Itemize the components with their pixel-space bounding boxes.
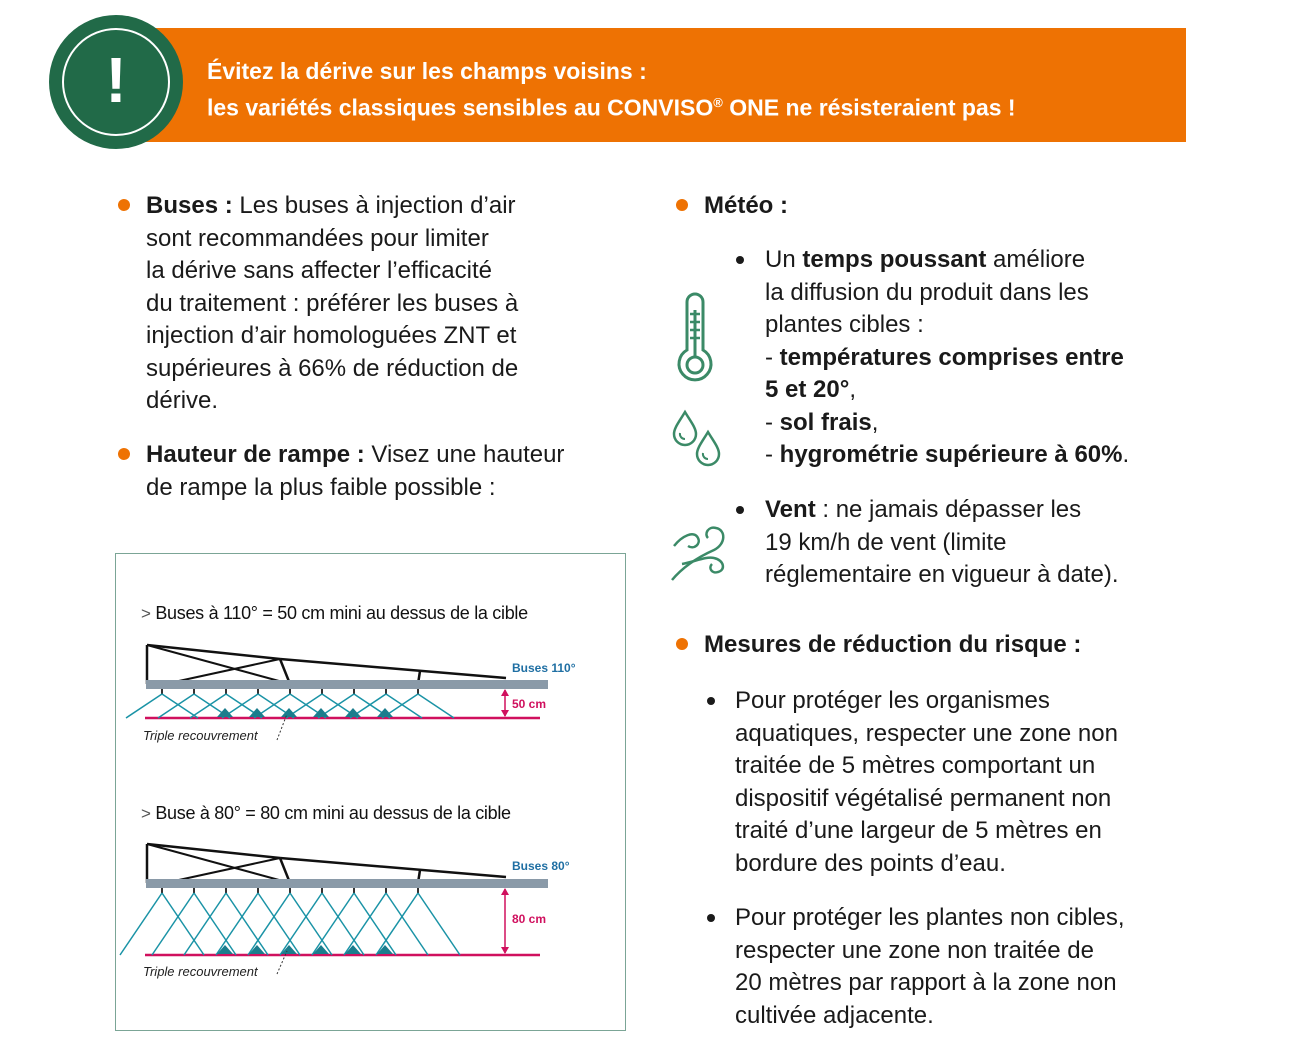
text-bold: 5 et 20° <box>765 376 850 403</box>
spray-line <box>226 893 268 955</box>
spray-line <box>158 694 194 718</box>
mesures-title <box>704 629 1081 662</box>
vent-line: réglementaire en vigueur à date). <box>765 561 1119 588</box>
triple-overlap-label: Triple recouvrement <box>143 728 258 743</box>
buses-line: sont recommandées pour limiter <box>146 224 489 252</box>
wind-icon <box>668 516 732 584</box>
boom-label-80: Buses 80° <box>512 859 570 873</box>
banner-line-2-end: ONE ne résisteraient pas ! <box>722 94 1016 121</box>
caption-arrow: > <box>141 604 151 623</box>
text-bold: sol frais <box>779 408 872 436</box>
spray-line <box>280 893 322 955</box>
mesures-line: 20 mètres par rapport à la zone non <box>735 969 1117 996</box>
truss-bar <box>280 858 506 877</box>
text-bold: températures comprises entre <box>779 343 1124 371</box>
mesures-line: bordure des points d’eau. <box>735 849 1006 877</box>
caption-text: Buses à 110° = 50 cm mini au dessus de la cible <box>150 603 528 623</box>
spray-line <box>386 694 422 718</box>
truss-bar <box>147 645 280 659</box>
temps-line: plantes cibles : <box>765 311 924 338</box>
boom-tube <box>146 879 548 888</box>
spray-line <box>418 694 454 718</box>
mesures-line: aquatiques, respecter une zone non <box>735 719 1118 747</box>
truss-bar <box>147 645 290 684</box>
boom-label-110: Buses 110° <box>512 661 576 675</box>
temps-line: la diffusion du produit dans les <box>765 278 1089 306</box>
hauteur-text: Visez une hauteur <box>364 441 565 468</box>
meteo-title <box>704 190 788 223</box>
spray-line <box>258 893 300 955</box>
boom-tube <box>146 680 548 689</box>
text-bold: temps poussant <box>802 246 987 273</box>
boom-80-drawing <box>120 844 548 974</box>
text-bold: Vent <box>765 496 816 523</box>
mesures-item-plants <box>735 902 1125 1032</box>
buses-line: dérive. <box>146 387 219 414</box>
spray-line <box>344 893 386 955</box>
buses-text: Les buses à injection d’air <box>232 192 516 219</box>
spray-line <box>194 893 236 955</box>
truss-bar <box>147 844 290 883</box>
text: Un <box>765 246 803 273</box>
triple-overlap-label: Triple recouvrement <box>143 964 258 979</box>
buses-line: du traitement : préférer les buses à <box>146 289 519 317</box>
buses-line: la dérive sans affecter l’efficacité <box>146 257 492 284</box>
spray-line <box>386 893 428 955</box>
arrow-head <box>501 888 509 895</box>
temps-line <box>765 244 1129 277</box>
temps-line <box>765 407 1129 440</box>
text: , <box>849 376 856 403</box>
spray-line <box>354 893 396 955</box>
registered-mark: ® <box>713 95 723 110</box>
truss-bar <box>147 844 280 858</box>
sub-bullet-dot <box>707 914 715 922</box>
caption-text: Buse à 80° = 80 cm mini au dessus de la cible <box>150 803 511 823</box>
height-label-50cm: 50 cm <box>512 697 547 711</box>
temps-line <box>765 342 1129 375</box>
mesures-line: traité d’une largeur de 5 mètres en <box>735 817 1102 844</box>
temps-line <box>765 439 1129 472</box>
text: améliore <box>986 246 1086 273</box>
temps-paragraph <box>765 244 1129 472</box>
text: - <box>765 408 780 436</box>
mesures-line: cultivée adjacente. <box>735 1001 934 1029</box>
exclamation-glyph: ! <box>105 44 127 116</box>
hauteur-line: de rampe la plus faible possible : <box>146 473 496 501</box>
water-drops-icon <box>666 408 726 472</box>
banner-line-2-start: les variétés classiques sensibles au CONVISO <box>207 94 714 121</box>
text: : ne jamais dépasser les <box>815 496 1082 523</box>
spray-line <box>162 694 198 718</box>
hauteur-title: Hauteur de rampe : <box>146 441 365 468</box>
boom-110-drawing <box>126 645 548 740</box>
spray-line <box>120 893 162 955</box>
vent-paragraph <box>765 494 1119 592</box>
temps-line <box>765 374 1129 407</box>
sub-bullet-dot <box>736 256 744 264</box>
caption-arrow: > <box>141 804 151 823</box>
text-bold: hygrométrie supérieure à 60% <box>779 441 1123 468</box>
vent-line <box>765 494 1119 527</box>
arrow-head <box>501 689 509 696</box>
text: , <box>871 408 879 436</box>
buses-line: injection d’air homologuées ZNT et <box>146 322 517 349</box>
spray-line <box>248 893 290 955</box>
spray-line <box>312 893 354 955</box>
arrow-head <box>501 947 509 954</box>
sub-bullet-dot <box>736 506 744 514</box>
spray-line <box>216 893 258 955</box>
thermometer-icon <box>668 292 722 392</box>
banner-line-1: Évitez la dérive sur les champs voisins : <box>207 58 647 84</box>
text: - <box>765 343 780 371</box>
spray-line <box>418 893 460 955</box>
vent-line: 19 km/h de vent (limite <box>765 528 1007 556</box>
spray-line <box>184 893 226 955</box>
spray-line <box>376 893 418 955</box>
mesures-line: dispositif végétalisé permanent non <box>735 784 1112 812</box>
spray-line <box>290 893 332 955</box>
mesures-line: Pour protéger les plantes non cibles, <box>735 904 1125 931</box>
meteo-title-text: Météo : <box>704 192 788 219</box>
height-label-80cm: 80 cm <box>512 912 547 926</box>
truss-bar <box>280 659 506 678</box>
buses-title: Buses : <box>146 192 233 219</box>
mesures-item-aquatic <box>735 685 1118 880</box>
spray-line <box>322 893 364 955</box>
mesures-line: traitée de 5 mètres comportant un <box>735 752 1096 779</box>
text: . <box>1122 441 1130 468</box>
mesures-line: Pour protéger les organismes <box>735 687 1050 714</box>
buses-line: supérieures à 66% de réduction de <box>146 354 519 382</box>
bullet-dot <box>676 199 688 211</box>
mesures-title-text: Mesures de réduction du risque : <box>704 631 1082 658</box>
mesures-line: respecter une zone non traitée de <box>735 936 1094 964</box>
arrow-head <box>501 710 509 717</box>
text: - <box>765 441 780 468</box>
spray-line <box>152 893 194 955</box>
spray-line <box>126 694 162 718</box>
bullet-dot <box>676 638 688 650</box>
spray-line <box>162 893 204 955</box>
sub-bullet-dot <box>707 697 715 705</box>
